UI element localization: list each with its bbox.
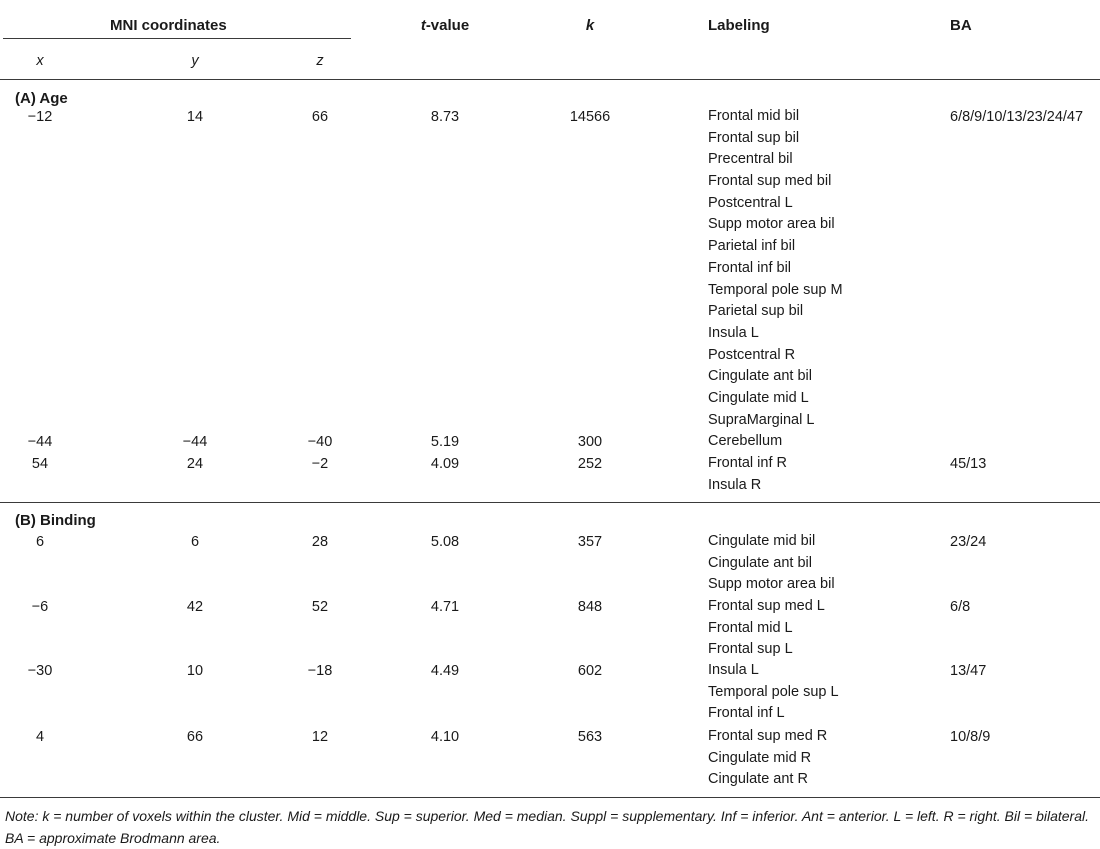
- cell-z: 12: [311, 729, 329, 745]
- label-line: Insula L: [708, 662, 759, 678]
- cell-labeling: [708, 431, 782, 453]
- cell-labeling: [708, 660, 839, 725]
- header-mni-coordinates: MNI coordinates: [110, 17, 227, 34]
- header-labeling: Labeling: [708, 17, 770, 34]
- cell-k: 563: [577, 729, 603, 745]
- label-line: Frontal sup med bil: [708, 173, 832, 190]
- cell-z: −40: [307, 434, 333, 450]
- cell-k: 602: [577, 663, 603, 679]
- header-k: k: [585, 17, 595, 34]
- label-line: Insula L: [708, 324, 759, 341]
- label-line: Frontal sup bil: [708, 129, 800, 146]
- cell-t-value: 4.71: [430, 599, 460, 615]
- cell-y: 66: [186, 729, 204, 745]
- label-line: Frontal sup L: [708, 641, 793, 658]
- label-line: Temporal pole sup M: [708, 281, 843, 298]
- cell-ba: 10/8/9: [950, 729, 991, 745]
- header-x: x: [36, 53, 44, 69]
- label-line: Frontal mid bil: [708, 108, 800, 124]
- header-divider: [0, 79, 1100, 80]
- label-line: Frontal inf bil: [708, 259, 792, 276]
- cell-x: 54: [31, 456, 49, 472]
- cell-x: −44: [27, 434, 53, 450]
- cell-z: 52: [311, 599, 329, 615]
- cell-ba: 13/47: [950, 663, 987, 679]
- cell-t-value: 4.49: [430, 663, 460, 679]
- header-t-suffix: -value: [425, 17, 470, 34]
- cell-y: 24: [186, 456, 204, 472]
- cell-ba: 23/24: [950, 534, 987, 550]
- cell-y: 6: [190, 534, 200, 550]
- table-bottom-rule: [0, 797, 1100, 798]
- cell-z: −2: [311, 456, 329, 472]
- section-divider: [0, 502, 1100, 503]
- label-line: Cingulate mid L: [708, 389, 809, 406]
- cell-labeling: [708, 531, 835, 596]
- label-line: Cingulate mid R: [708, 749, 812, 766]
- cell-y: 10: [186, 663, 204, 679]
- label-line: Postcentral L: [708, 194, 793, 211]
- cell-t-value: 4.10: [430, 729, 460, 745]
- label-line: Cingulate mid bil: [708, 533, 816, 549]
- label-line: Cingulate ant bil: [708, 554, 812, 571]
- cell-y: 42: [186, 599, 204, 615]
- cell-ba: 6/8/9/10/13/23/24/47: [950, 109, 1084, 125]
- cell-y: 14: [186, 109, 204, 125]
- cell-y: −44: [182, 434, 208, 450]
- label-line: Supp motor area bil: [708, 576, 835, 593]
- header-t-italic: t: [420, 17, 426, 34]
- cell-k: 300: [577, 434, 603, 450]
- cell-z: 28: [311, 534, 329, 550]
- mni-underline: [3, 38, 351, 39]
- label-line: Insula R: [708, 476, 762, 493]
- label-line: Precentral bil: [708, 151, 793, 168]
- cell-ba: 6/8: [950, 599, 971, 615]
- cell-labeling: [708, 453, 787, 496]
- cell-t-value: 4.09: [430, 456, 460, 472]
- label-line: Frontal mid L: [708, 619, 793, 636]
- label-line: Cingulate ant bil: [708, 368, 812, 385]
- cell-labeling: [708, 726, 827, 791]
- label-line: Frontal sup med L: [708, 598, 825, 614]
- cell-k: 357: [577, 534, 603, 550]
- section-title-binding: (B) Binding: [15, 512, 96, 529]
- cell-t-value: 5.08: [430, 534, 460, 550]
- cell-x: −30: [27, 663, 53, 679]
- label-line: Supp motor area bil: [708, 216, 835, 233]
- cell-t-value: 8.73: [430, 109, 460, 125]
- label-line: Postcentral R: [708, 346, 796, 363]
- label-line: Parietal inf bil: [708, 238, 796, 255]
- table-note: Note: k = number of voxels within the cluster. Mid = middle. Sup = superior. Med = median. Suppl = supplementary. Inf = inferior. Ant = anterior. L = left. R = right. Bil = bilateral. BA = approximate Brodmann area.: [5, 808, 1089, 846]
- cell-t-value: 5.19: [430, 434, 460, 450]
- section-title-age: (A) Age: [15, 90, 68, 107]
- cell-x: −6: [31, 599, 49, 615]
- label-line: SupraMarginal L: [708, 411, 815, 428]
- label-line: Temporal pole sup L: [708, 683, 839, 700]
- cell-k: 14566: [569, 109, 611, 125]
- label-line: Cerebellum: [708, 433, 783, 449]
- cell-labeling: [708, 596, 825, 661]
- header-ba: BA: [950, 17, 972, 34]
- cell-ba: 45/13: [950, 456, 987, 472]
- label-line: Frontal inf R: [708, 455, 787, 471]
- label-line: Cingulate ant R: [708, 771, 808, 788]
- cell-labeling: [708, 106, 843, 431]
- cell-x: 6: [35, 534, 45, 550]
- label-line: Frontal inf L: [708, 705, 785, 722]
- header-z: z: [316, 53, 324, 69]
- cell-k: 252: [577, 456, 603, 472]
- cell-k: 848: [577, 599, 603, 615]
- label-line: Frontal sup med R: [708, 728, 828, 744]
- label-line: Parietal sup bil: [708, 303, 804, 320]
- cell-z: 66: [311, 109, 329, 125]
- header-y: y: [191, 53, 199, 69]
- cell-x: −12: [27, 109, 53, 125]
- cell-x: 4: [35, 729, 45, 745]
- header-t-value: [405, 17, 485, 35]
- cell-z: −18: [307, 663, 333, 679]
